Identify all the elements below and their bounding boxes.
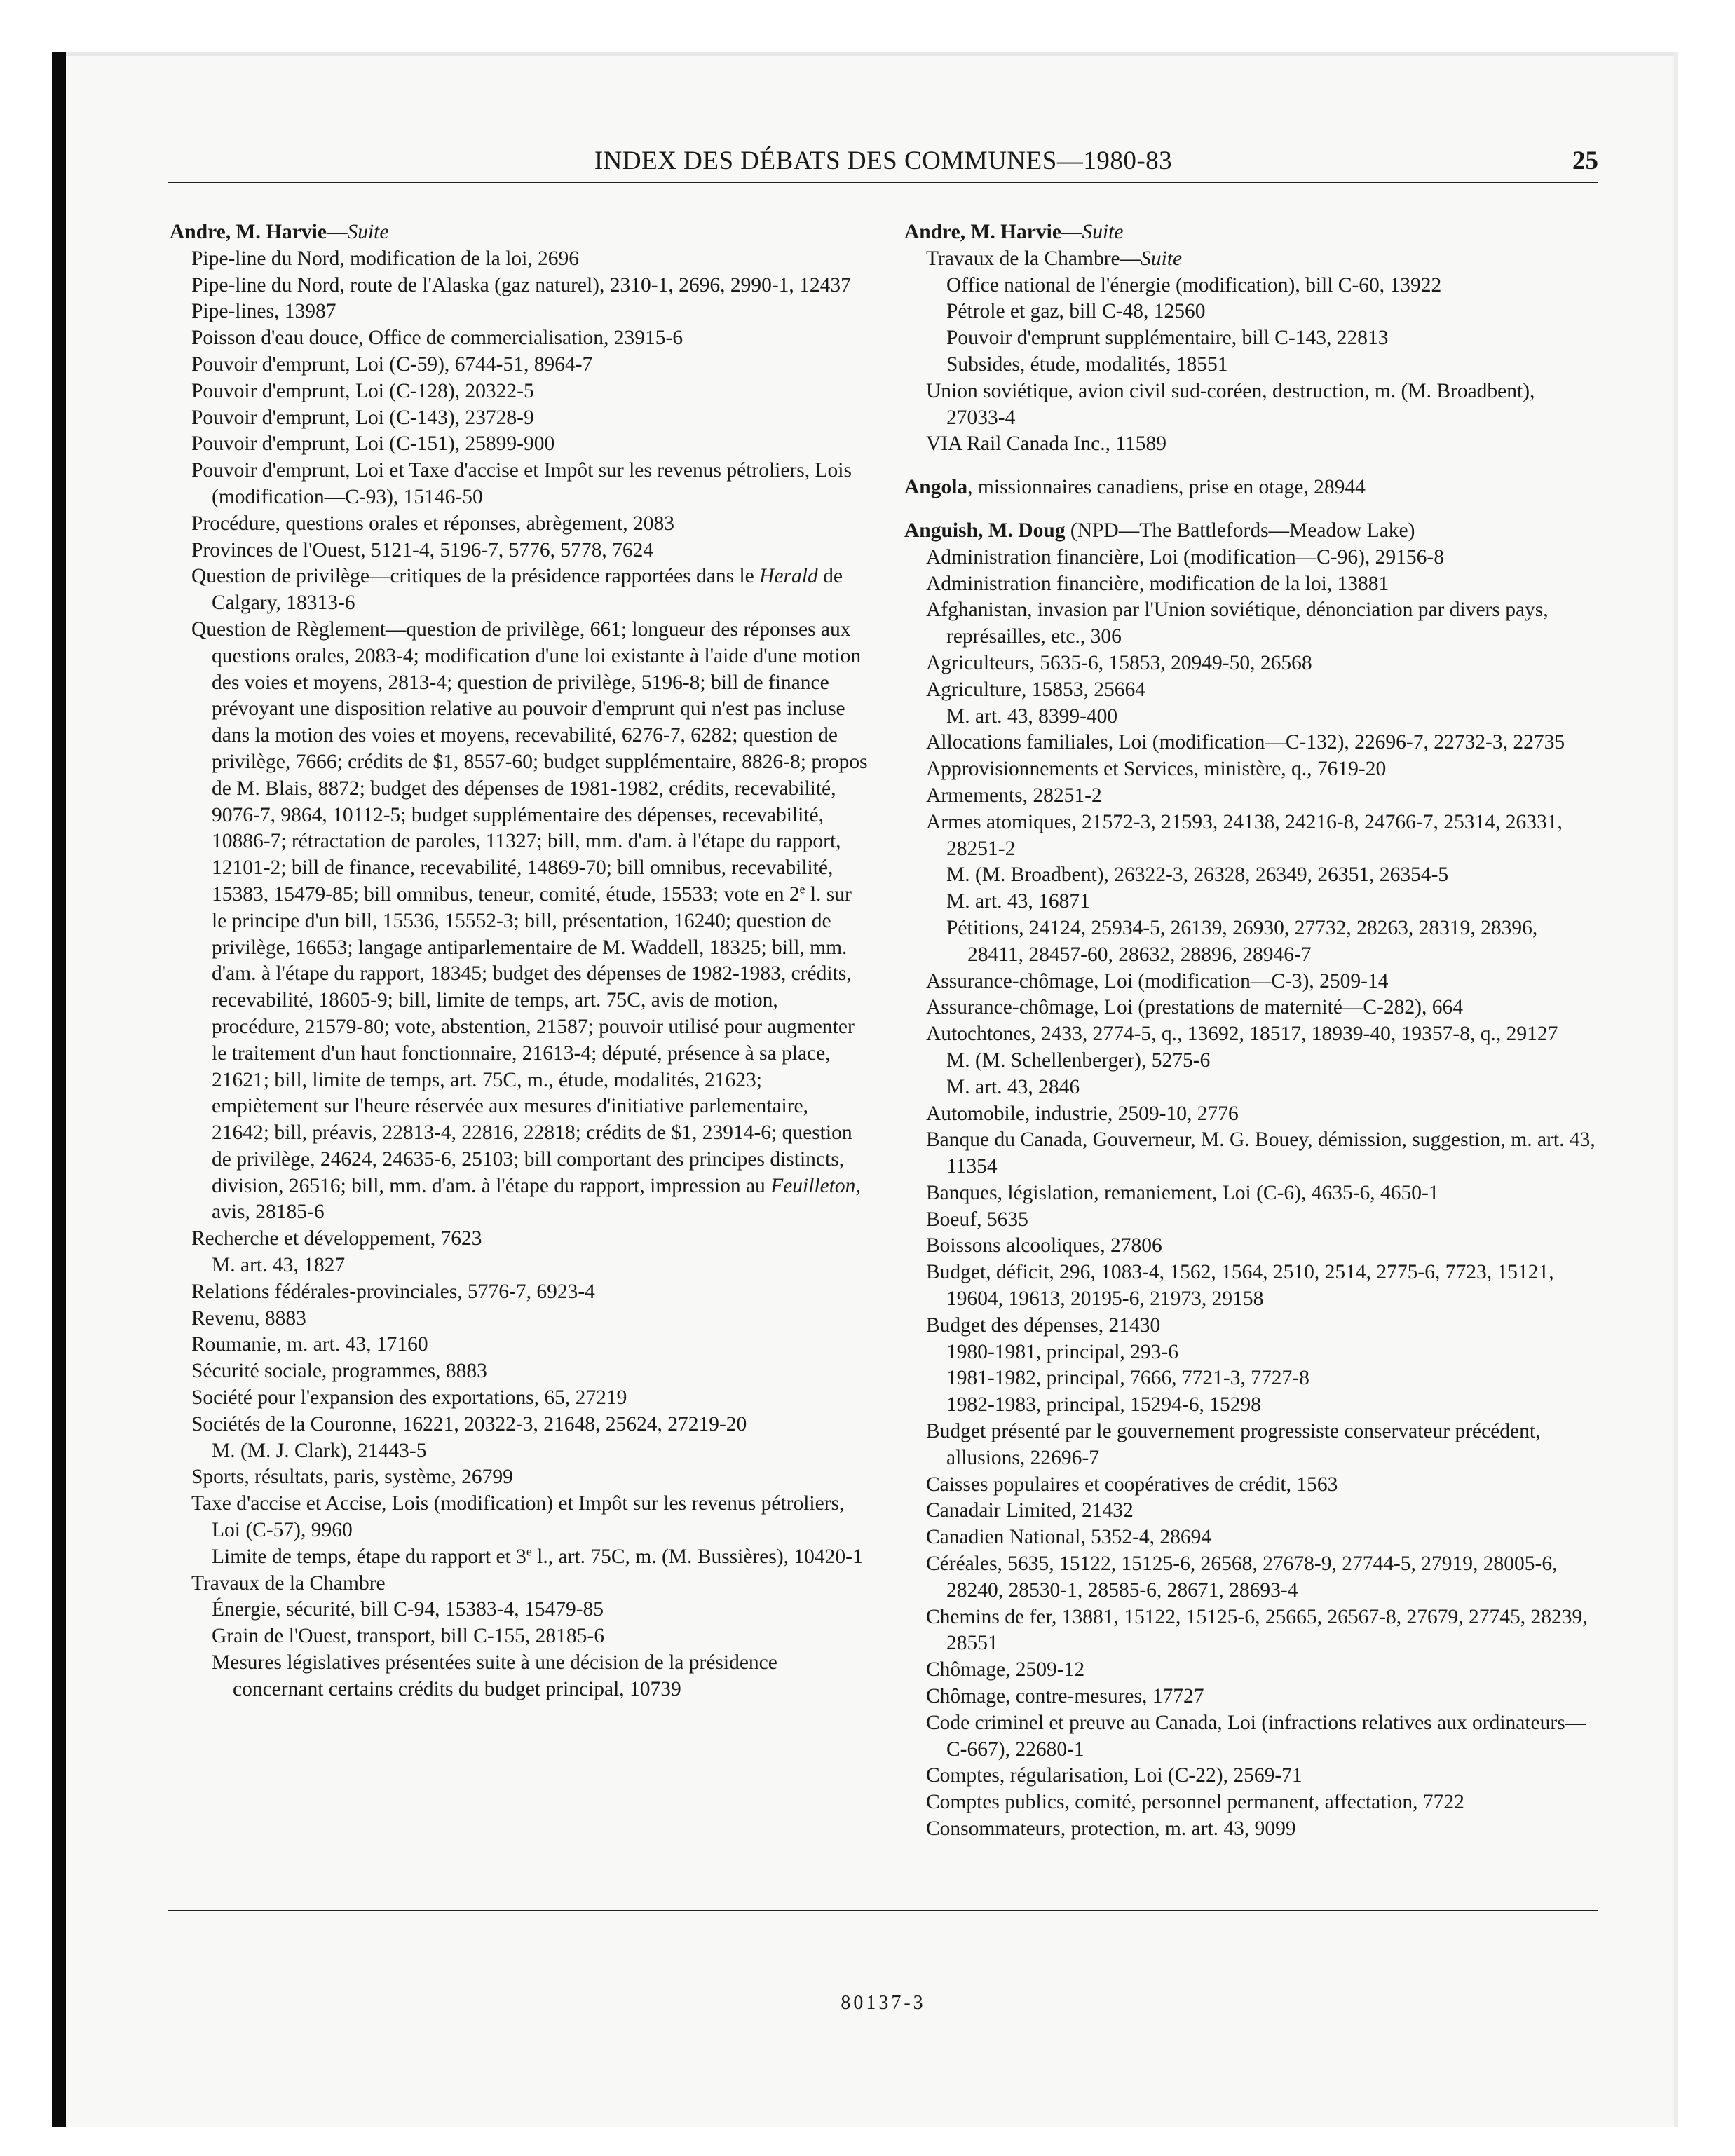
index-subentry: Canadien National, 5352-4, 28694 [926, 1526, 1212, 1549]
index-subentry: Procédure, questions orales et réponses, abrègement, 2083 [191, 512, 674, 535]
index-subentry: Banques, législation, remaniement, Loi (C-6), 4635-6, 4650-1 [926, 1181, 1439, 1204]
index-subsubentry: M. art. 43, 8399-400 [946, 704, 1118, 728]
index-subentry: Revenu, 8883 [191, 1306, 306, 1330]
scan-edge-left [52, 52, 66, 2127]
herald-title: Herald [759, 565, 818, 588]
index-subentry: Pouvoir d'emprunt, Loi (C-128), 20322-5 [191, 379, 534, 402]
entry-name: Anguish, M. Doug [904, 519, 1066, 542]
entry-heading-angola: Angola, missionnaires canadiens, prise en otage, 28944 [904, 476, 1366, 499]
index-subentry: Banque du Canada, Gouverneur, M. G. Bouey, démission, suggestion, m. art. 43, 11354 [926, 1128, 1595, 1178]
index-subentry: Relations fédérales-provinciales, 5776-7, 6923-4 [191, 1280, 595, 1303]
index-subentry-question-reglement: Question de Règlement—question de privilège, 661; longueur des réponses aux questions orales, 2083-4; modification d'une loi existante à l'aide d'une motion des voies et moyens, 2813-4; question de privilège, 5196-8; bill de finance prévoyant une disposition relative au pouvoir d'emprunt qui n'est pas incluse dans la motion des voies et moyens, recevabilité, 6276-7, 6282; question de privilège, 7666; crédits de $1, 8557-60; budget supplémentaire, 8826-8; propos de M. Blais, 8872; budget des dépenses de 1981-1982, crédits, recevabilité, 9076-7, 9864, 10112-5; budget supplémentaire des dépenses, recevabilité, 10886-7; rétractation de paroles, 11327; bill, mm. d'am. à l'étape du rapport, 12101-2; bill de finance, recevabilité, 14869-70; bill omnibus, recevabilité, 15383, 15479-85; bill omnibus, teneur, comité, étude, 15533; vote en 2e l. sur le principe d'un bill, 15536, 15552-3; bill, présentation, 16240; question de privilège, 16653; langage antiparlementaire de M. Waddell, 18325; bill, mm. d'am. à l'étape du rapport, 18345; budget des dépenses de 1982-1983, crédits, recevabilité, 18605-9; bill, limite de temps, art. 75C, avis de motion, procédure, 21579-80; vote, abstention, 21587; pouvoir utilisé pour augmenter le traitement d'un haut fonctionnaire, 21613-4; député, présence à sa place, 21621; bill, limite de temps, art. 75C, m., étude, modalités, 21623; empiètement sur l'heure réservée aux mesures d'initiative parlementaire, 21642; bill, préavis, 22813-4, 22816, 22818; crédits de $1, 23914-6; question de privilège, 24624, 24635-6, 25103; bill comportant des principes distincts, division, 26516; bill, mm. d'am. à l'étape du rapport, impression au Feuilleton, avis, 28185-6 [191, 618, 868, 1224]
index-subentry: Céréales, 5635, 15122, 15125-6, 26568, 27678-9, 27744-5, 27919, 28005-6, 28240, 28530-1, 28585-6, 28671, 28693-4 [926, 1553, 1558, 1602]
index-subsubentry: Grain de l'Ouest, transport, bill C-155, 28185-6 [212, 1625, 604, 1648]
index-subentry: Assurance-chômage, Loi (modification—C-3), 2509-14 [926, 969, 1389, 992]
index-subentry: Automobile, industrie, 2509-10, 2776 [926, 1102, 1239, 1125]
index-subentry: Budget des dépenses, 21430 [926, 1314, 1161, 1337]
index-subentry-question-privilege: Question de privilège—critiques de la présidence rapportées dans le Herald de Calgary, 18313-6 [191, 565, 843, 615]
index-subentry: Comptes publics, comité, personnel permanent, affectation, 7722 [926, 1791, 1464, 1814]
index-subentry: Sécurité sociale, programmes, 8883 [191, 1360, 487, 1383]
header-rule [168, 182, 1598, 183]
feuilleton-title: Feuilleton [770, 1174, 856, 1197]
index-subentry: Pouvoir d'emprunt, Loi et Taxe d'accise et Impôt sur les revenus pétroliers, Lois (modification—C-93), 15146-50 [191, 459, 852, 508]
index-subsubentry: Pétitions, 24124, 25934-5, 26139, 26930, 27732, 28263, 28319, 28396, 28411, 28457-60, 28632, 28896, 28946-7 [946, 916, 1538, 966]
index-subentry: Canadair Limited, 21432 [926, 1499, 1134, 1522]
index-subentry: Sports, résultats, paris, système, 26799 [191, 1466, 513, 1489]
footer-rule [168, 1910, 1598, 1911]
index-subentry: Pouvoir d'emprunt, Loi (C-151), 25899-900 [191, 432, 555, 456]
index-subentries-left-c [170, 1571, 871, 1703]
index-subentry: Comptes, régularisation, Loi (C-22), 2569-71 [926, 1764, 1302, 1787]
entry-heading-anguish: Anguish, M. Doug (NPD—The Battlefords—Meadow Lake) [904, 519, 1415, 542]
index-subentry: Administration financière, Loi (modification—C-96), 29156-8 [926, 545, 1444, 568]
index-subentry: Pouvoir d'emprunt, Loi (C-59), 6744-51, 8964-7 [191, 353, 593, 376]
index-subentry: Union soviétique, avion civil sud-coréen, destruction, m. (M. Broadbent), 27033-4 [926, 379, 1535, 429]
index-subentry: Pipe-line du Nord, modification de la loi, 2696 [191, 247, 580, 270]
index-subentry: Allocations familiales, Loi (modification—C-132), 22696-7, 22732-3, 22735 [926, 731, 1565, 754]
index-subsubentry: M. (M. Broadbent), 26322-3, 26328, 26349, 26351, 26354-5 [946, 864, 1449, 887]
index-subsubentry: Office national de l'énergie (modification), bill C-60, 13922 [946, 273, 1442, 296]
index-subentry: Agriculture, 15853, 25664 [926, 678, 1145, 701]
index-subsubentry: 1982-1983, principal, 15294-6, 15298 [946, 1393, 1261, 1417]
entry-name: Angola [904, 476, 968, 499]
index-subentry: VIA Rail Canada Inc., 11589 [926, 432, 1166, 456]
page-number: 25 [1572, 146, 1598, 175]
index-subsubentry: 1981-1982, principal, 7666, 7721-3, 7727-8 [946, 1367, 1309, 1390]
index-subentries-right-b [904, 545, 1598, 1843]
index-subentry: Consommateurs, protection, m. art. 43, 9099 [926, 1817, 1296, 1841]
index-subentry: Poisson d'eau douce, Office de commercialisation, 23915-6 [191, 327, 683, 350]
index-subentry: Caisses populaires et coopératives de crédit, 1563 [926, 1473, 1338, 1496]
index-subentry: Travaux de la Chambre [191, 1571, 386, 1595]
index-subentry: Armements, 28251-2 [926, 784, 1102, 807]
index-subsubentry: Énergie, sécurité, bill C-94, 15383-4, 15479-85 [212, 1598, 604, 1621]
entry-heading-andre-continued: Andre, M. Harvie—Suite [904, 221, 1124, 243]
index-subentry-travaux-continued: Travaux de la Chambre—Suite [926, 247, 1183, 270]
index-subentry: Afghanistan, invasion par l'Union soviétique, dénonciation par divers pays, représailles, etc., 306 [926, 599, 1549, 648]
index-subentries-right-a [904, 273, 1598, 458]
index-subentry: Sociétés de la Couronne, 16221, 20322-3, 21648, 25624, 27219-20 [191, 1412, 747, 1435]
scan-edge-right [1674, 52, 1678, 2127]
index-subentry: Chômage, 2509-12 [926, 1658, 1085, 1681]
entry-name: Andre, M. Harvie [904, 221, 1061, 243]
index-subentry: Budget présenté par le gouvernement progressiste conservateur précédent, allusions, 22696-7 [926, 1420, 1541, 1469]
entry-heading-andre-continued: Andre, M. Harvie—Suite [170, 221, 389, 243]
index-subentry: Budget, déficit, 296, 1083-4, 1562, 1564, 2510, 2514, 2775-6, 7723, 15121, 19604, 19613, 20195-6, 21973, 29158 [926, 1261, 1554, 1311]
index-subsubentry: M. art. 43, 2846 [946, 1075, 1080, 1098]
index-subentry: Taxe d'accise et Accise, Lois (modification) et Impôt sur les revenus pétroliers, Loi (C-57), 9960 [191, 1492, 845, 1542]
index-subentry: Provinces de l'Ouest, 5121-4, 5196-7, 5776, 5778, 7624 [191, 538, 654, 561]
index-subentries-left-b [170, 1226, 871, 1544]
running-title: INDEX DES DÉBATS DES COMMUNES—1980-83 [594, 146, 1173, 175]
index-subentry: Approvisionnements et Services, ministère, q., 7619-20 [926, 758, 1387, 781]
index-subsubentry: M. (M. J. Clark), 21443-5 [212, 1439, 427, 1462]
index-subentry: Boeuf, 5635 [926, 1208, 1028, 1231]
index-subsubentry: M. art. 43, 1827 [212, 1254, 346, 1277]
index-column-left [170, 219, 871, 1703]
print-code: 80137-3 [841, 1992, 926, 2014]
index-subentry: Pipe-line du Nord, route de l'Alaska (gaz naturel), 2310-1, 2696, 2990-1, 12437 [191, 273, 851, 296]
index-subsubentry-limite: Limite de temps, étape du rapport et 3e l., art. 75C, m. (M. Bussières), 10420-1 [212, 1544, 863, 1568]
index-subentry: Pipe-lines, 13987 [191, 300, 336, 323]
index-subentry: Assurance-chômage, Loi (prestations de maternité—C-282), 664 [926, 996, 1463, 1019]
index-subentry: Armes atomiques, 21572-3, 21593, 24138, 24216-8, 24766-7, 25314, 26331, 28251-2 [926, 810, 1563, 860]
index-subsubentry: Pouvoir d'emprunt supplémentaire, bill C-143, 22813 [946, 327, 1389, 350]
index-subentry: Chemins de fer, 13881, 15122, 15125-6, 25665, 26567-8, 27679, 27745, 28239, 28551 [926, 1605, 1588, 1655]
index-subentry: Code criminel et preuve au Canada, Loi (infractions relatives aux ordinateurs—C-667), 22680-1 [926, 1711, 1586, 1761]
index-subentry: Pouvoir d'emprunt, Loi (C-143), 23728-9 [191, 406, 534, 429]
index-subentry: Chômage, contre-mesures, 17727 [926, 1685, 1204, 1708]
index-subsubentry: 1980-1981, principal, 293-6 [946, 1340, 1178, 1363]
index-subentry: Administration financière, modification de la loi, 13881 [926, 572, 1389, 595]
page-header [168, 146, 1598, 181]
index-subentry: Agriculteurs, 5635-6, 15853, 20949-50, 26568 [926, 651, 1312, 674]
index-subsubentry: Mesures législatives présentées suite à une décision de la présidence concernant certains crédits du budget principal, 10739 [212, 1651, 777, 1700]
index-subsubentry: Pétrole et gaz, bill C-48, 12560 [946, 300, 1206, 323]
index-subentry: Autochtones, 2433, 2774-5, q., 13692, 18517, 18939-40, 19357-8, q., 29127 [926, 1023, 1558, 1046]
index-subsubentry: M. (M. Schellenberger), 5275-6 [946, 1049, 1211, 1072]
index-subsubentry: Subsides, étude, modalités, 18551 [946, 353, 1228, 376]
index-column-right [904, 219, 1598, 1843]
index-subentry: Recherche et développement, 7623 [191, 1227, 482, 1250]
index-subentry: Roumanie, m. art. 43, 17160 [191, 1333, 428, 1356]
index-subentry: Boissons alcooliques, 27806 [926, 1234, 1162, 1257]
index-subsubentry: M. art. 43, 16871 [946, 890, 1090, 913]
index-subentry: Société pour l'expansion des exportations, 65, 27219 [191, 1386, 627, 1410]
entry-name: Andre, M. Harvie [170, 221, 327, 243]
